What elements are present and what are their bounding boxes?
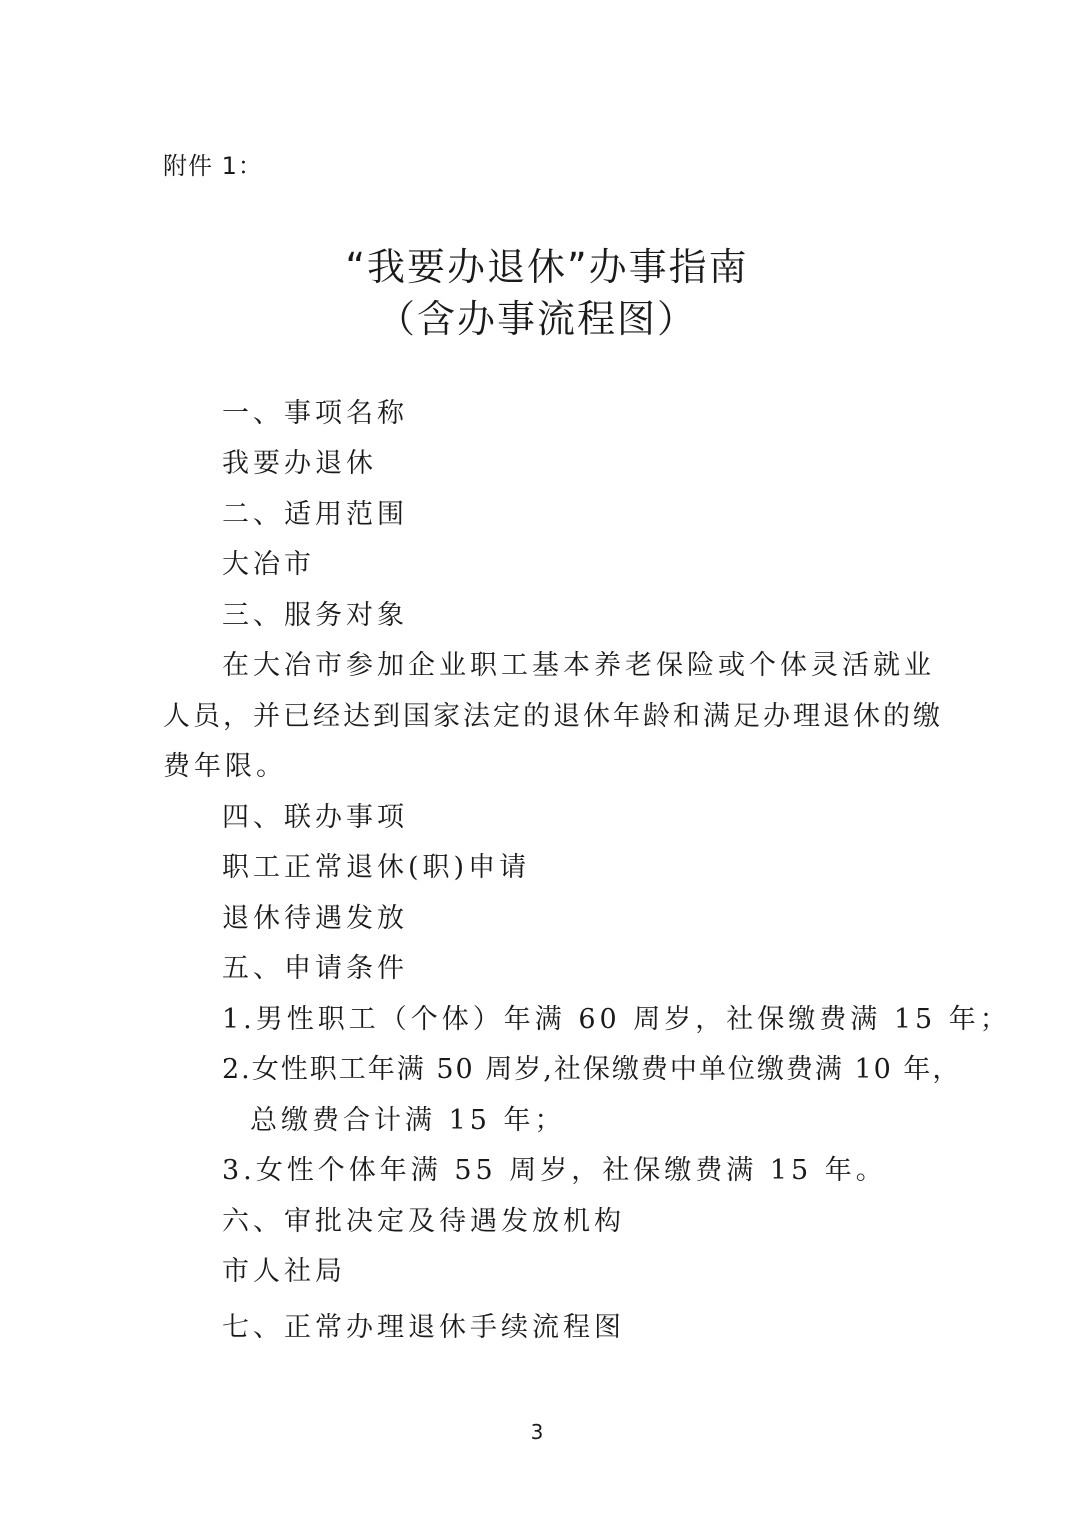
section-6-heading: 六、审批决定及待遇发放机构 [222,1206,625,1237]
section-3-body-line-3: 费年限。 [163,751,287,782]
section-3-body-line-1: 在大冶市参加企业职工基本养老保险或个体灵活就业 [222,650,935,681]
section-1-heading: 一、事项名称 [222,398,408,429]
document-subtitle: （含办事流程图） [376,297,697,341]
section-3-heading: 三、服务对象 [222,600,408,631]
section-2-body: 大冶市 [222,549,315,580]
section-6-body: 市人社局 [222,1256,346,1287]
section-4-heading: 四、联办事项 [222,802,408,833]
document-title: “我要办退休”办事指南 [345,245,749,289]
section-2-heading: 二、适用范围 [222,499,408,530]
section-4-item-1: 职工正常退休(职)申请 [222,852,531,883]
section-3-body-line-2: 人员，并已经达到国家法定的退休年龄和满足办理退休的缴 [163,701,943,732]
section-5-item-1: 1.男性职工（个体）年满 60 周岁，社保缴费满 15 年； [222,1004,1011,1035]
section-5-item-2-line-2: 总缴费合计满 15 年； [250,1105,566,1136]
section-5-heading: 五、申请条件 [222,953,408,984]
section-4-item-2: 退休待遇发放 [222,903,408,934]
section-7-heading: 七、正常办理退休手续流程图 [222,1312,625,1343]
attachment-label: 附件 1： [163,152,263,180]
section-5-item-3: 3.女性个体年满 55 周岁，社保缴费满 15 年。 [222,1155,887,1186]
section-5-item-2-line-1: 2.女性职工年满 50 周岁,社保缴费中单位缴费满 10 年， [222,1054,962,1085]
section-1-body: 我要办退休 [222,448,377,479]
page-number: 3 [530,1420,544,1444]
